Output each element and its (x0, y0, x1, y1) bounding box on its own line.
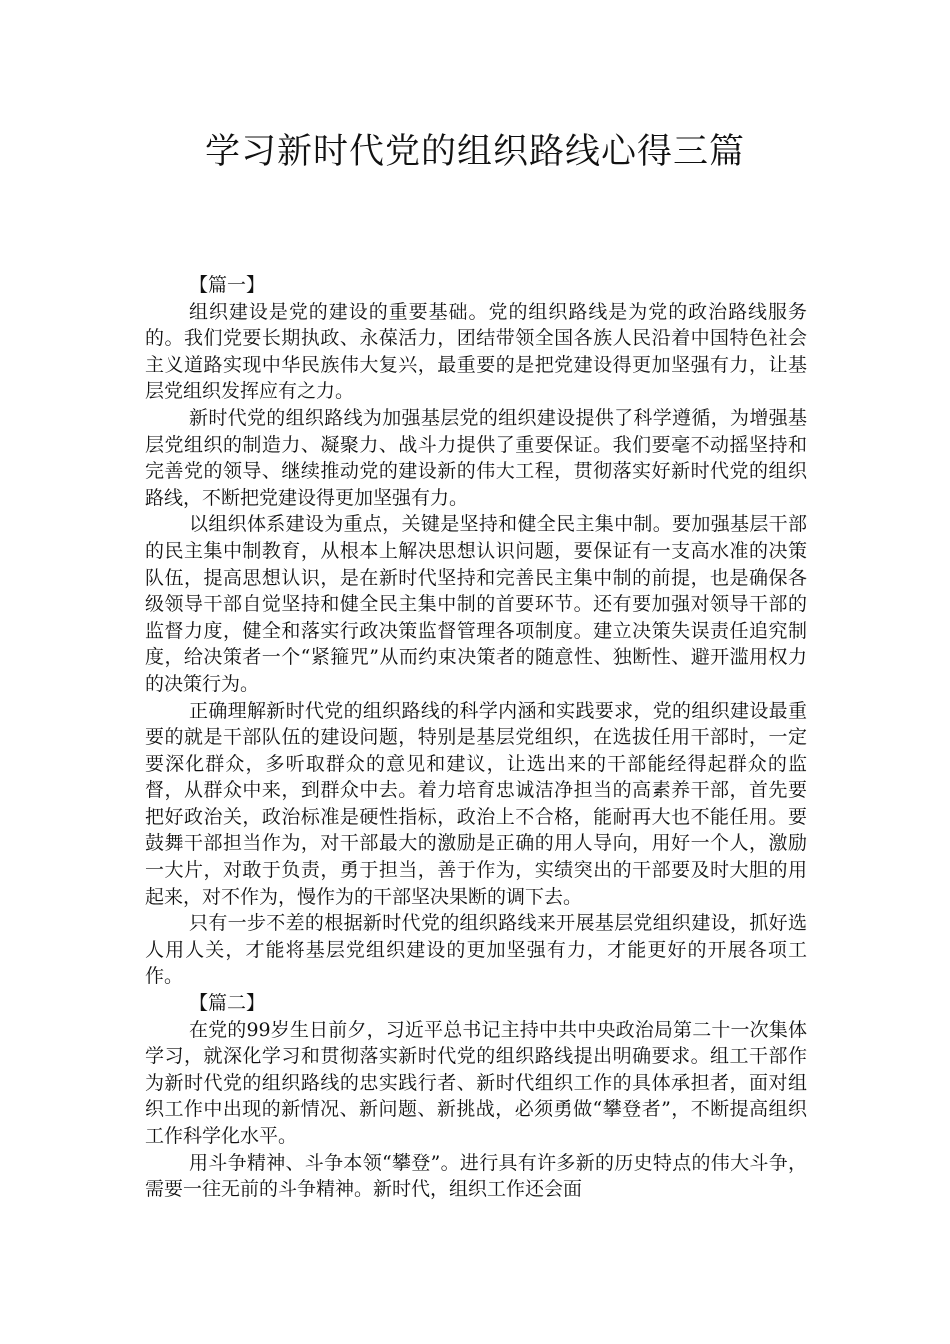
section-heading-1: 【篇一】 (189, 274, 266, 296)
paragraph: 以组织体系建设为重点，关键是坚持和健全民主集中制。要加强基层干部的民主集中制教育，从根本上解决思想认识问题，要保证有一支高水准的决策队伍，提高思想认识，是在新时代坚持和完善民主集中制的前提，也是确保各级领导干部自觉坚持和健全民主集中制的首要环节。还有要加强对领导干部的监督力度，健全和落实行政决策监督管理各项制度。建立决策失误责任追究制度，给决策者一个“紧箍咒”从而约束决策者的随意性、独断性、避开滥用权力的决策行为。 (145, 513, 807, 695)
paragraph: 用斗争精神、斗争本领“攀登”。进行具有许多新的历史特点的伟大斗争，需要一往无前的斗争精神。新时代，组织工作还会面 (145, 1151, 807, 1201)
document-title: 学习新时代党的组织路线心得三篇 (204, 132, 745, 172)
document-body (145, 272, 807, 1203)
paragraph: 在党的99岁生日前夕，习近平总书记主持中共中央政治局第二十一次集体学习，就深化学习和贯彻落实新时代党的组织路线提出明确要求。组工干部作为新时代党的组织路线的忠实践行者、新时代组织工作的具体承担者，面对组织工作中出现的新情况、新问题、新挑战，必须勇做“攀登者”，不断提高组织工作科学化水平。 (145, 1018, 807, 1147)
paragraph: 新时代党的组织路线为加强基层党的组织建设提供了科学遵循，为增强基层党组织的制造力、凝聚力、战斗力提供了重要保证。我们要毫不动摇坚持和完善党的领导、继续推动党的建设新的伟大工程，贯彻落实好新时代党的组织路线，不断把党建设得更加坚强有力。 (145, 406, 807, 509)
paragraph: 组织建设是党的建设的重要基础。党的组织路线是为党的政治路线服务的。我们党要长期执政、永葆活力，团结带领全国各族人民沿着中国特色社会主义道路实现中华民族伟大复兴，最重要的是把党建设得更加坚强有力，让基层党组织发挥应有之力。 (145, 300, 807, 403)
paragraph: 正确理解新时代党的组织路线的科学内涵和实践要求，党的组织建设最重要的就是干部队伍的建设问题，特别是基层党组织，在选拔任用干部时，一定要深化群众，多听取群众的意见和建议，让选出来的干部能经得起群众的监督，从群众中来，到群众中去。着力培育忠诚洁净担当的高素养干部，首先要把好政治关，政治标准是硬性指标，政治上不合格，能耐再大也不能任用。要鼓舞干部担当作为，对干部最大的激励是正确的用人导向，用好一个人，激励一大片，对敢于负责，勇于担当，善于作为，实绩突出的干部要及时大胆的用起来，对不作为，慢作为的干部坚决果断的调下去。 (145, 699, 807, 908)
paragraph: 只有一步不差的根据新时代党的组织路线来开展基层党组织建设，抓好选人用人关，才能将基层党组织建设的更加坚强有力，才能更好的开展各项工作。 (145, 912, 807, 988)
section-heading-2: 【篇二】 (189, 992, 266, 1015)
